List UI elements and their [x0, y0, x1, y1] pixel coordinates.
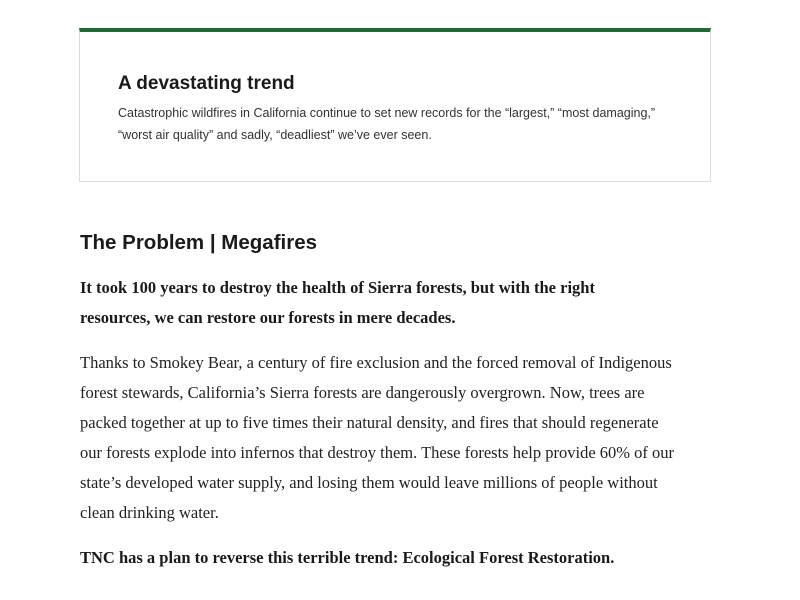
callout-body-line: “worst air quality” and sadly, “deadliest” we’ve ever seen. — [118, 128, 432, 142]
lead-line: It took 100 years to destroy the health of Sierra forests, but with the right — [80, 278, 595, 297]
lead-line: resources, we can restore our forests in mere decades. — [80, 308, 456, 327]
callout-box — [79, 28, 711, 182]
callout-body-line: Catastrophic wildfires in California continue to set new records for the “largest,” “most damaging,” — [118, 106, 656, 120]
lead-paragraph — [80, 273, 720, 333]
callout-title: A devastating trend — [118, 73, 295, 94]
body-line: our forests explode into infernos that destroy them. These forests help provide 60% of our — [80, 443, 675, 462]
body-line: forest stewards, California’s Sierra forests are dangerously overgrown. Now, trees are — [80, 383, 645, 402]
body-line: packed together at up to five times their natural density, and fires that should regenerate — [80, 413, 659, 432]
body-line: clean drinking water. — [80, 503, 219, 522]
body-paragraph — [80, 348, 720, 528]
closing-statement: TNC has a plan to reverse this terrible trend: Ecological Forest Restoration. — [80, 548, 615, 567]
callout-body — [118, 102, 678, 146]
body-line: Thanks to Smokey Bear, a century of fire exclusion and the forced removal of Indigenous — [80, 353, 672, 372]
section-heading: The Problem | Megafires — [80, 231, 317, 254]
body-line: state’s developed water supply, and losing them would leave millions of people without — [80, 473, 658, 492]
